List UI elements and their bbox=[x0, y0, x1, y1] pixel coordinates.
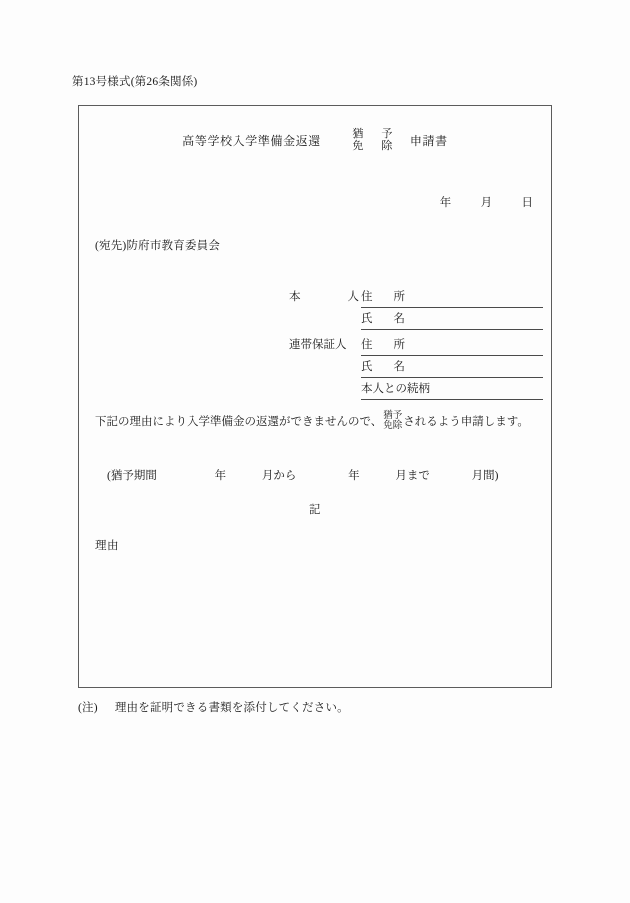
guarantor-address-label-char-2: 所 bbox=[393, 339, 405, 351]
applicant-name-label bbox=[361, 308, 405, 330]
request-choice-stack bbox=[383, 412, 402, 432]
reason-input-area[interactable] bbox=[95, 558, 535, 675]
applicant-label-char-2: 人 bbox=[347, 291, 359, 303]
date-year-label: 年 bbox=[439, 197, 452, 209]
footer-note-text: 理由を証明できる書類を添付してください。 bbox=[114, 702, 349, 714]
footer-note-tag: (注) bbox=[78, 702, 98, 714]
applicant-address-label bbox=[361, 286, 405, 308]
deferment-total-months: 月間) bbox=[471, 470, 499, 482]
guarantor-name-label-char-2: 名 bbox=[393, 361, 405, 373]
date-day-label: 日 bbox=[521, 197, 533, 209]
request-choice-exemption: 免除 bbox=[383, 421, 403, 431]
date-month-label: 月 bbox=[480, 197, 493, 209]
request-statement-part-1: 下記の理由により入学準備金の返還ができませんので、 bbox=[95, 416, 383, 428]
guarantor-address-label-char-1: 住 bbox=[361, 339, 373, 351]
deferment-start-year: 年 bbox=[214, 470, 227, 482]
request-statement-part-2: されるよう申請します。 bbox=[403, 416, 529, 428]
request-statement bbox=[95, 412, 539, 432]
addressee-line: (宛先)防府市教育委員会 bbox=[95, 240, 221, 252]
date-line bbox=[440, 194, 533, 210]
guarantor-relation-label: 本人との続柄 bbox=[361, 383, 430, 395]
applicant-name-label-char-1: 氏 bbox=[361, 313, 373, 325]
form-title-suffix: 申請書 bbox=[409, 133, 448, 148]
guarantor-relation-field[interactable] bbox=[361, 378, 543, 400]
form-title-choice-exemption: 免 除 bbox=[352, 140, 396, 153]
applicant-name-field[interactable] bbox=[361, 308, 543, 330]
guarantor-name-field[interactable] bbox=[361, 356, 543, 378]
applicant-label-char-1: 本 bbox=[289, 291, 301, 303]
guarantor-address-field[interactable] bbox=[361, 334, 543, 356]
applicant-address-label-char-1: 住 bbox=[361, 291, 373, 303]
form-number-header: 第13号様式(第26条関係) bbox=[72, 76, 198, 88]
guarantor-name-label bbox=[361, 356, 405, 378]
form-title bbox=[79, 128, 551, 153]
request-choice-deferment: 猶予 bbox=[383, 411, 403, 422]
deferment-period-line bbox=[107, 467, 498, 483]
applicant-name-label-char-2: 名 bbox=[393, 313, 405, 325]
deferment-end-year: 年 bbox=[348, 470, 360, 482]
deferment-period-label: (猶予期間 bbox=[107, 470, 157, 482]
applicant-label bbox=[289, 286, 361, 309]
guarantor-block bbox=[289, 334, 543, 400]
form-title-choice-deferment: 猶 予 bbox=[352, 128, 396, 140]
guarantor-address-label bbox=[361, 334, 405, 356]
applicant-address-label-char-2: 所 bbox=[393, 291, 405, 303]
deferment-end-month: 月まで bbox=[395, 470, 430, 482]
deferment-start-month: 月から bbox=[261, 470, 297, 482]
guarantor-name-label-char-1: 氏 bbox=[361, 361, 373, 373]
applicant-fields bbox=[361, 286, 543, 330]
ki-marker: 記 bbox=[309, 504, 321, 516]
form-body-box bbox=[78, 105, 552, 688]
reason-label: 理由 bbox=[95, 540, 119, 552]
applicant-block bbox=[289, 286, 543, 330]
applicant-address-field[interactable] bbox=[361, 286, 543, 308]
guarantor-label: 連帯保証人 bbox=[289, 339, 347, 351]
form-title-choice-stack bbox=[349, 128, 396, 153]
guarantor-fields bbox=[361, 334, 543, 400]
footer-note bbox=[78, 699, 349, 715]
form-title-main: 高等学校入学準備金返還 bbox=[182, 133, 321, 148]
